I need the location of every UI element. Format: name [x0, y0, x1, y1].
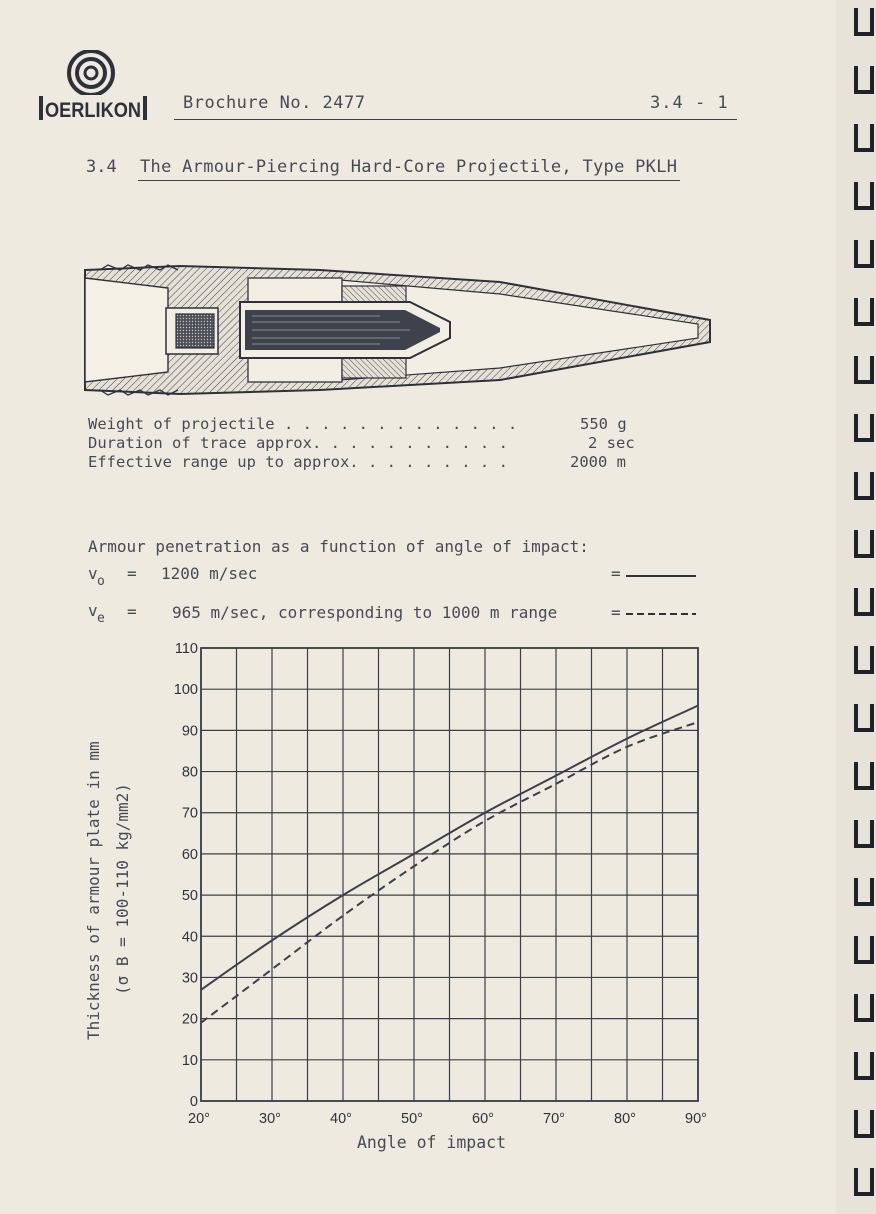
x-tick-label: 90° [685, 1111, 707, 1127]
v0-legend-equals: = [611, 564, 621, 583]
section-title: The Armour-Piercing Hard-Core Projectile, Type PKLH [140, 157, 678, 177]
x-axis-label: Angle of impact [357, 1133, 507, 1152]
x-axis-ticks [188, 1111, 707, 1127]
y-tick-label: 50 [181, 888, 198, 905]
x-tick-label: 70° [543, 1111, 565, 1127]
projectile-cross-section [80, 260, 720, 400]
y-tick-label: 100 [173, 682, 198, 699]
x-tick-label: 40° [330, 1111, 352, 1127]
y-tick-label: 80 [181, 764, 198, 781]
chart-grid [201, 648, 698, 1101]
chart-heading: Armour penetration as a function of angle of impact: [88, 537, 589, 556]
x-tick-label: 30° [259, 1111, 281, 1127]
spec-label-weight: Weight of projectile . . . . . . . . . . . . . [88, 415, 518, 433]
y-tick-label: 110 [174, 641, 198, 657]
y-axis-label: Thickness of armour plate in mm [84, 741, 103, 1040]
logo-text: OERLIKON [45, 99, 141, 122]
ve-subscript: e [97, 611, 105, 626]
v0-subscript: o [97, 574, 105, 589]
ve-equals: = [127, 602, 137, 621]
section-title-underline [138, 180, 680, 181]
spec-label-trace: Duration of trace approx. . . . . . . . . . . [88, 434, 508, 452]
header-rule [174, 119, 737, 120]
y-axis-ticks [174, 641, 198, 1110]
ve-symbol: v [88, 601, 98, 620]
y-axis-label-strength: (σ B = 100-110 kg/mm2) [113, 783, 132, 995]
ve-velocity: 965 m/sec, corresponding to 1000 m range [172, 603, 558, 622]
oerlikon-logo [38, 50, 148, 122]
y-tick-label: 70 [181, 805, 198, 822]
spec-value-range: 2000 m [570, 453, 626, 471]
y-tick-label: 20 [181, 1011, 198, 1028]
spec-value-weight: 550 g [580, 415, 627, 433]
x-tick-label: 20° [188, 1111, 210, 1127]
legend-solid-line [626, 573, 698, 579]
armour-penetration-chart [160, 635, 720, 1135]
x-tick-label: 60° [472, 1111, 494, 1127]
spec-label-range: Effective range up to approx. . . . . . . . . [88, 453, 508, 471]
v0-symbol: v [88, 564, 98, 583]
x-tick-label: 80° [614, 1111, 636, 1127]
x-tick-label: 50° [401, 1111, 423, 1127]
v0-velocity: 1200 m/sec [161, 564, 258, 583]
spec-value-trace: 2 sec [588, 434, 635, 452]
v0-equals: = [127, 564, 137, 583]
y-tick-label: 90 [181, 723, 198, 740]
ve-legend-equals: = [611, 603, 621, 622]
y-tick-label: 0 [189, 1094, 198, 1110]
page-reference: 3.4 - 1 [650, 93, 729, 113]
y-tick-label: 10 [181, 1052, 198, 1069]
y-tick-label: 40 [181, 929, 198, 946]
section-number: 3.4 [86, 157, 117, 177]
y-tick-label: 60 [181, 846, 198, 863]
y-tick-label: 30 [181, 970, 198, 987]
legend-dashed-line [626, 611, 698, 617]
spiral-binding [836, 0, 876, 1214]
brochure-number: Brochure No. 2477 [183, 93, 366, 113]
